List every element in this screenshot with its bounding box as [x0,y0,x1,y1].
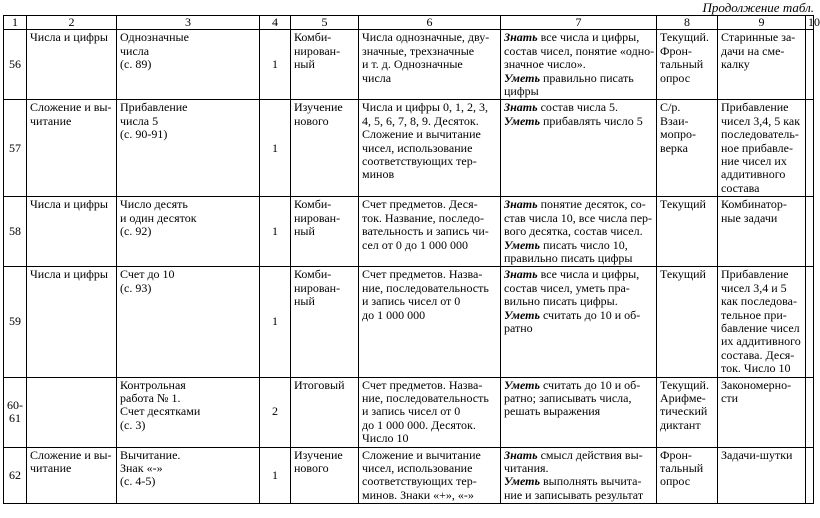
topic-line: (с. 4-5) [120,474,156,489]
control-cell [657,30,718,100]
requirement-text: писать число 10, [539,237,628,252]
extra-line: Прибавление [721,100,789,115]
table-row [4,30,814,100]
section-line: Числа и цифры [30,267,108,282]
requirement-text: цифры [504,84,539,99]
topic-line: Однозначные [120,30,189,45]
requirement-text: состав чисел, понятие «одно- [504,43,655,58]
content-cell [359,377,501,447]
header-col-10: 10 [806,16,814,30]
control-cell [657,197,718,267]
lesson-number [4,100,27,197]
requirements-line [504,405,653,418]
header-row [4,16,814,30]
requirement-keyword: Уметь [504,70,540,85]
extra-line: аддитивного [721,167,786,182]
content-cell [359,100,501,197]
requirements-line [504,475,653,488]
lesson-type-cell [291,100,359,197]
lesson-type-line: Комби- [294,267,332,282]
requirement-text: ние и записывать результат [504,487,644,502]
notes-cell [806,30,814,100]
requirement-text: правильно писать [539,70,634,85]
requirement-text: став числа 10, все числа пер- [504,210,653,225]
requirements-cell [501,377,657,447]
lesson-number [4,30,27,100]
section-line: Сложение и вы- [30,100,112,115]
control-line: С/р. [660,100,681,115]
extra-line: тельное при- [721,307,787,322]
lesson-number-text: 61 [9,411,21,426]
extra-cell [718,377,806,447]
topic-line: Контрольная [120,377,186,392]
section-cell [27,100,117,197]
lesson-type-line: нового [294,461,329,475]
topic-line: и один десяток [120,210,197,225]
control-line: Текущий. [660,30,709,45]
notes-cell [806,197,814,267]
header-col-3: 3 [117,16,260,30]
lesson-type-line: Комби- [294,30,332,45]
extra-cell [718,197,806,267]
requirements-line [504,239,653,252]
content-line: Сложение и вычитание [362,127,481,142]
requirement-keyword: Уметь [504,474,540,489]
extra-line: Комбинатор- [721,197,787,212]
requirement-text: значное число». [504,57,586,72]
requirements-line [504,282,653,295]
requirement-text: читания. [504,461,549,475]
section-cell [27,447,117,504]
requirement-keyword: Знать [504,267,538,282]
requirement-keyword: Уметь [504,307,540,322]
topic-line: Знак «-» [120,461,163,475]
extra-line: Задачи-шутки [721,447,793,462]
extra-line: Прибавление [721,267,789,282]
topic-line: (с. 90-91) [120,127,168,142]
section-cell [27,30,117,100]
requirement-keyword: Знать [504,447,538,462]
topic-line: Число десять [120,197,188,212]
requirements-line [504,392,653,405]
header-col-4: 4 [260,16,291,30]
hours-cell: 1 [260,100,291,197]
requirements-line [504,72,653,85]
lesson-type-line: ный [294,294,315,309]
requirements-line [504,225,653,238]
requirement-text: ратно; записывать числа, [504,390,632,405]
requirement-text: считать до 10 и об- [539,307,641,322]
control-line: Арифме- [660,390,706,405]
requirements-cell [501,197,657,267]
content-cell [359,30,501,100]
section-cell [27,267,117,377]
requirements-line [504,489,653,502]
control-line: Фрон- [660,447,692,462]
lesson-number-text: 59 [9,314,21,329]
section-line: читание [30,461,72,475]
content-line: Счет предметов. Деся- [362,197,478,212]
content-cell [359,197,501,267]
requirements-line [504,45,653,58]
control-line: верка [660,140,688,155]
topic-line: Счет десятками [120,404,201,419]
requirements-cell [501,447,657,504]
requirement-text: правильно писать цифры [504,250,633,265]
lesson-type-cell [291,447,359,504]
control-cell [657,377,718,447]
lesson-type-cell [291,267,359,377]
requirement-text: состав чисел, уметь пра- [504,280,630,295]
requirement-text: прибавлять число 5 [539,113,643,128]
content-line: ток. Название, последо- [362,210,484,225]
requirements-line [504,212,653,225]
requirement-text: понятие десяток, со- [537,197,646,212]
requirements-line [504,449,653,462]
content-line: минов [362,167,395,182]
extra-line: состава. Деся- [721,347,795,362]
control-cell [657,447,718,504]
header-col-6: 6 [359,16,501,30]
lesson-number [4,447,27,504]
content-line: Счет предметов. Назва- [362,267,483,282]
content-line: Числа и цифры 0, 1, 2, 3, [362,100,488,115]
lesson-number-text: 57 [9,140,21,155]
topic-line: (с. 92) [120,224,152,239]
topic-line: (с. 93) [120,280,152,295]
table-row [4,267,814,377]
control-line: мопро- [660,127,697,142]
control-line: опрос [660,474,691,489]
extra-cell [718,447,806,504]
control-line: тический [660,404,708,419]
requirement-text: смысл действия вы- [537,447,643,462]
extra-line: ные задачи [721,210,778,225]
requirements-line [504,115,653,128]
control-cell [657,267,718,377]
lesson-type-line: Изучение [294,100,343,115]
topic-cell [117,447,260,504]
requirement-text: выполнять вычита- [539,474,642,489]
requirements-line [504,31,653,44]
extra-line: чисел 3,4 и 5 [721,280,787,295]
topic-cell [117,100,260,197]
extra-cell [718,100,806,197]
requirements-line [504,58,653,71]
extra-line: Закономерно- [721,377,792,392]
content-cell [359,447,501,504]
notes-cell [806,377,814,447]
requirement-keyword: Уметь [504,113,540,128]
content-line: Числа однозначные, дву- [362,30,490,45]
content-line: до 1 000 000. Десяток. [362,417,476,432]
extra-line: ное прибавле- [721,140,793,155]
requirement-text: все числа и цифры, [537,30,640,45]
requirement-keyword: Знать [504,30,538,45]
control-cell [657,100,718,197]
section-line: Сложение и вы- [30,447,112,462]
content-line: соответствующих тер- [362,154,477,169]
requirements-line [504,322,653,335]
content-line: минов. Знаки «+», «-» [362,487,474,502]
header-col-5: 5 [291,16,359,30]
requirement-text: состав числа 5. [537,100,619,115]
hours-cell: 2 [260,377,291,447]
topic-line: числа [120,43,150,58]
lesson-number [4,197,27,267]
extra-line: чисел 3,4, 5 как [721,113,801,128]
content-line: сел от 0 до 1 000 000 [362,237,468,252]
control-line: Фрон- [660,43,692,58]
lesson-type-cell [291,197,359,267]
extra-cell [718,30,806,100]
table-row [4,447,814,504]
topic-line: Прибавление [120,100,188,115]
extra-line: их аддитивного [721,334,801,349]
requirements-line [504,309,653,322]
lesson-type-line: ный [294,224,315,239]
lesson-number-text: 60- [7,397,23,412]
requirements-line [504,101,653,114]
content-line: и т. д. Однозначные [362,57,463,72]
requirements-line [504,379,653,392]
extra-line: бавление чисел [721,320,800,335]
requirement-text: решать выражения [504,404,601,419]
lesson-type-line: Итоговый [294,377,345,392]
section-line: читание [30,113,72,128]
table-row [4,100,814,197]
section-cell [27,197,117,267]
table-caption: Продолжение табл. [702,0,814,15]
requirement-text: считать до 10 и об- [539,377,641,392]
extra-line: ние чисел их [721,154,787,169]
header-col-2: 2 [27,16,117,30]
control-line: опрос [660,70,691,85]
content-line: Сложение и вычитание [362,447,481,462]
topic-line: Вычитание. [120,447,181,462]
lesson-type-cell [291,30,359,100]
topic-line: (с. 3) [120,417,146,432]
lesson-type-line: нирован- [294,210,341,225]
topic-line: (с. 89) [120,57,152,72]
content-line: Число 10 [362,431,409,446]
hours-cell: 1 [260,267,291,377]
requirements-line [504,295,653,308]
table-row [4,197,814,267]
extra-line: дачи на сме- [721,43,785,58]
lesson-number-text: 58 [9,224,21,239]
topic-cell [117,377,260,447]
requirements-line [504,252,653,265]
requirements-cell [501,30,657,100]
extra-line: ток. Число 10 [721,361,791,376]
header-col-8: 8 [657,16,718,30]
content-line: соответствующих тер- [362,474,477,489]
lesson-type-line: Изучение [294,447,343,462]
topic-cell [117,267,260,377]
extra-line: последователь- [721,127,799,142]
lesson-type-line: нирован- [294,280,341,295]
content-line: значные, трехзначные [362,43,475,58]
lesson-number [4,377,27,447]
notes-cell [806,267,814,377]
control-line: Взаи- [660,113,689,128]
requirements-line [504,268,653,281]
control-line: диктант [660,417,701,432]
requirements-cell [501,100,657,197]
lesson-number-text: 56 [9,57,21,72]
requirement-keyword: Уметь [504,377,540,392]
lesson-plan-table [3,15,820,504]
content-cell [359,267,501,377]
control-line: Текущий. [660,377,709,392]
control-line: Текущий [660,197,706,212]
content-line: числа [362,70,392,85]
lesson-type-line: ный [294,57,315,72]
requirement-keyword: Знать [504,100,538,115]
requirement-keyword: Уметь [504,237,540,252]
requirement-keyword: Знать [504,197,538,212]
extra-line: как последова- [721,294,797,309]
lesson-type-line: нирован- [294,43,341,58]
content-line: и запись чисел от 0 [362,294,461,309]
content-line: вательность и запись чи- [362,224,489,239]
content-line: до 1 000 000 [362,307,426,322]
topic-line: числа 5 [120,113,159,128]
content-line: Счет предметов. Назва- [362,377,483,392]
requirement-text: ратно [504,320,533,335]
notes-cell [806,447,814,504]
extra-cell [718,267,806,377]
requirement-text: вильно писать цифры. [504,294,618,309]
lesson-number [4,267,27,377]
topic-cell [117,197,260,267]
control-line: тальный [660,461,704,475]
section-line: Числа и цифры [30,197,108,212]
content-line: ние, последовательность [362,390,489,405]
control-line: Текущий [660,267,706,282]
table-row [4,377,814,447]
requirements-line [504,462,653,475]
content-line: и запись чисел от 0 [362,404,461,419]
section-cell [27,377,117,447]
topic-cell [117,30,260,100]
hours-cell: 1 [260,197,291,267]
lesson-type-line: нового [294,113,329,128]
extra-line: Старинные за- [721,30,796,45]
control-line: тальный [660,57,704,72]
lesson-number-text: 62 [9,467,21,482]
topic-line: Счет до 10 [120,267,175,282]
header-col-7: 7 [501,16,657,30]
requirements-line [504,198,653,211]
extra-line: состава [721,180,760,195]
requirements-line [504,85,653,98]
topic-line: работа № 1. [120,390,181,405]
notes-cell [806,100,814,197]
header-col-9: 9 [718,16,806,30]
requirement-text: все числа и цифры, [537,267,640,282]
content-line: чисел, использование [362,140,473,155]
section-line: Числа и цифры [30,30,108,45]
extra-line: калку [721,57,750,72]
extra-line: сти [721,390,738,405]
content-line: 4, 5, 6, 7, 8, 9. Десяток. [362,113,479,128]
requirements-cell [501,267,657,377]
content-line: чисел, использование [362,461,473,475]
hours-cell: 1 [260,447,291,504]
requirement-text: вого десятка, состав чисел. [504,224,643,239]
lesson-type-cell [291,377,359,447]
hours-cell: 1 [260,30,291,100]
header-col-1: 1 [4,16,27,30]
content-line: ние, последовательность [362,280,489,295]
lesson-type-line: Комби- [294,197,332,212]
